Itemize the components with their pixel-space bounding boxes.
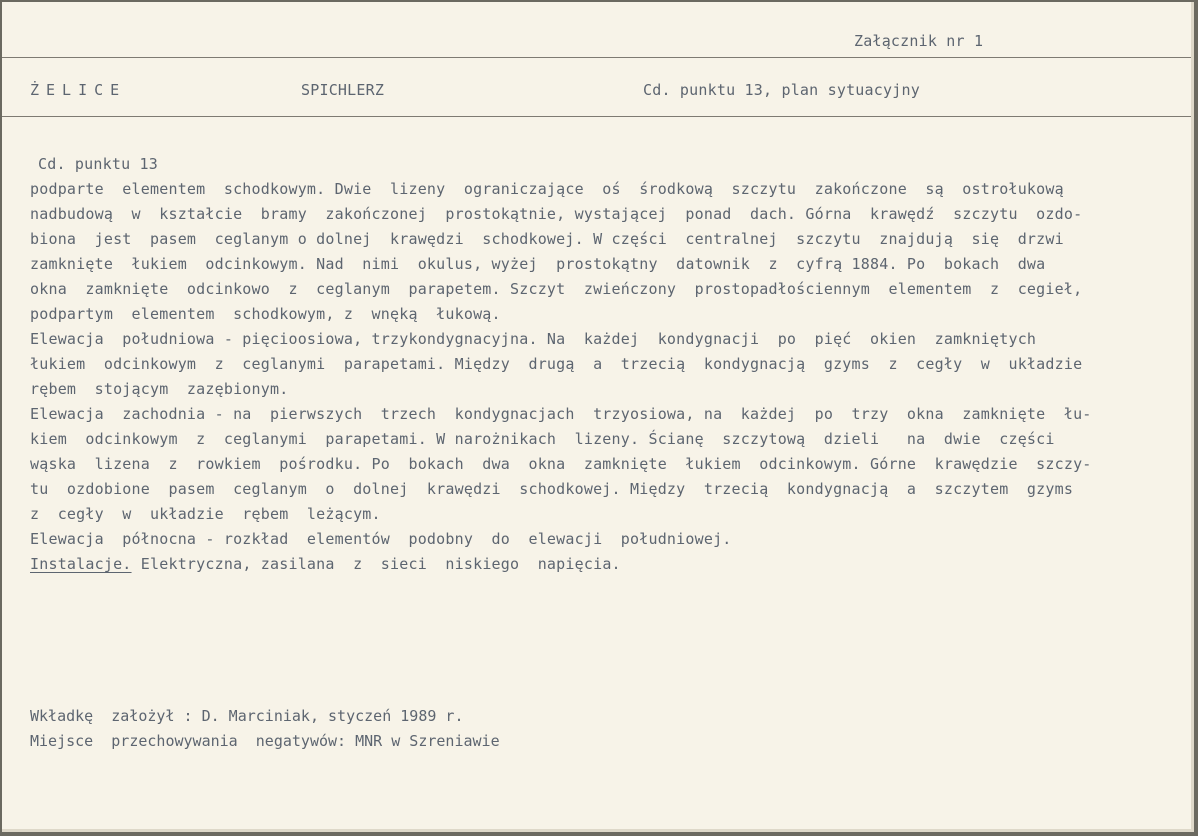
continuation-heading: Cd. punktu 13: [38, 155, 158, 173]
annex-label: Załącznik nr 1: [854, 32, 984, 50]
text-line: okna zamknięte odcinkowo z ceglanym parapetem. Szczyt zwieńczony prostopadłościennym elementem z cegieł,: [30, 280, 1083, 298]
installation-label: Instalacje.: [30, 555, 132, 573]
text-line: nadbudową w kształcie bramy zakończonej prostokątnie, wystającej ponad dach. Górna krawędź szczytu ozdo-: [30, 205, 1083, 223]
text-line: Elewacja południowa - pięcioosiowa, trzykondygnacyjna. Na każdej kondygnacji po pięć okien zamkniętych: [30, 330, 1037, 348]
record-card: [2, 2, 1194, 832]
text-line: łukiem odcinkowym z ceglanymi parapetami. Między drugą a trzecią kondygnacją gzyms z cegły w układzie: [30, 355, 1083, 373]
header-bottom-rule: [2, 116, 1191, 117]
section-title: Cd. punktu 13, plan sytuacyjny: [643, 81, 920, 99]
text-line: wąska lizena z rowkiem pośrodku. Po bokach dwa okna zamknięte łukiem odcinkowym. Górne krawędzie szczy-: [30, 455, 1092, 473]
text-line: podpartym elementem schodkowym, z wnęką łukową.: [30, 305, 501, 323]
text-line: zamknięte łukiem odcinkowym. Nad nimi okulus, wyżej prostokątny datownik z cyfrą 1884. Po bokach dwa: [30, 255, 1046, 273]
installation-line: [30, 552, 1180, 577]
installation-text: Elektryczna, zasilana z sieci niskiego napięcia.: [131, 555, 621, 573]
header-top-rule: [2, 57, 1191, 58]
text-line: kiem odcinkowym z ceglanymi parapetami. W narożnikach lizeny. Ścianę szczytową dzieli na dwie części: [30, 430, 1055, 448]
description-text: [30, 152, 1180, 577]
text-line: rębem stojącym zazębionym.: [30, 380, 289, 398]
text-line: tu ozdobione pasem ceglanym o dolnej krawędzi schodkowej. Między trzecią kondygnacją a szczytem gzyms: [30, 480, 1074, 498]
text-line: Elewacja zachodnia - na pierwszych trzech kondygnacjach trzyosiowa, na każdej po trzy okna zamknięte łu-: [30, 405, 1092, 423]
text-line: biona jest pasem ceglanym o dolnej krawędzi schodkowej. W części centralnej szczytu znajdują się drzwi: [30, 230, 1064, 248]
text-line: z cegły w układzie rębem leżącym.: [30, 505, 381, 523]
place-name: ŻELICE: [30, 81, 127, 99]
text-line: Elewacja północna - rozkład elementów podobny do elewacji południowej.: [30, 530, 732, 548]
author-line: Wkładkę założył : D. Marciniak, styczeń 1989 r.: [30, 707, 464, 725]
object-name: SPICHLERZ: [301, 81, 385, 99]
text-line: podparte elementem schodkowym. Dwie lizeny ograniczające oś środkową szczytu zakończone są ostrołukową: [30, 180, 1064, 198]
header-row: [2, 81, 1191, 105]
footer: [30, 704, 500, 754]
storage-line: Miejsce przechowywania negatywów: MNR w Szreniawie: [30, 732, 500, 750]
